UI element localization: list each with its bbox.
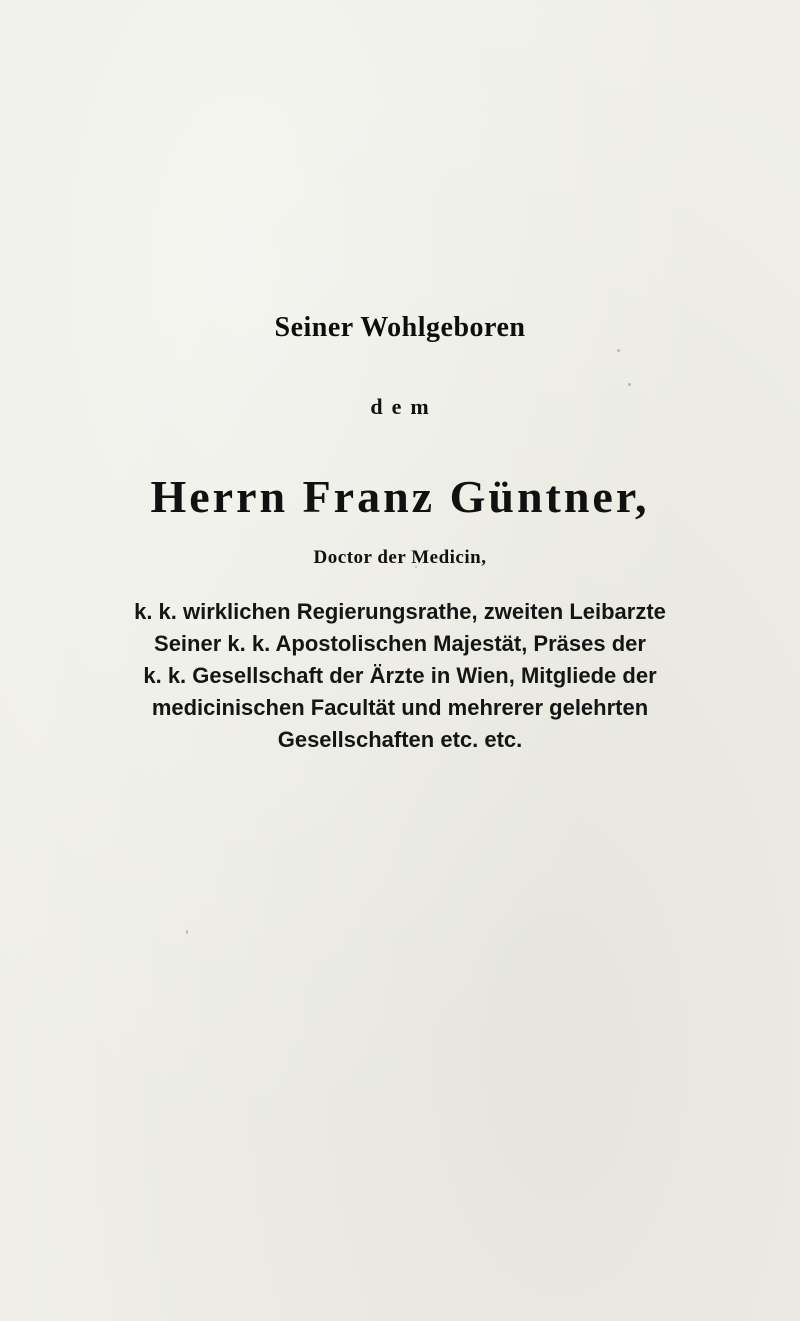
- dedicatee-name: Herrn Franz Güntner,: [150, 471, 650, 522]
- dedication-heading: Seiner Wohlgeboren: [274, 312, 526, 343]
- paper-speck: [617, 349, 620, 352]
- description-line: k. k. Gesellschaft der Ärzte in Wien, Mitgliede der: [143, 663, 657, 688]
- description-line: k. k. wirklichen Regierungsrathe, zweiten Leibarzte: [134, 599, 666, 624]
- paper-speck: [186, 930, 188, 934]
- dedication-article: dem: [370, 394, 438, 419]
- description-line: Gesellschaften etc. etc.: [277, 727, 523, 752]
- description-line: medicinischen Facultät und mehrerer gelehrten: [151, 695, 649, 720]
- dedicatee-title: Doctor der Medicin,: [313, 547, 487, 568]
- paper-speck: [628, 383, 631, 386]
- description-line: Seiner k. k. Apostolischen Majestät, Präses der: [154, 631, 646, 656]
